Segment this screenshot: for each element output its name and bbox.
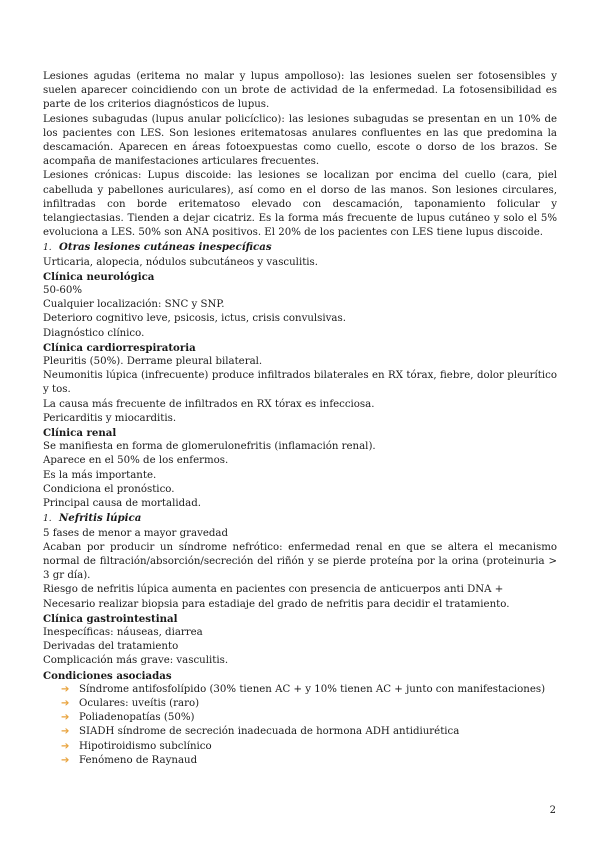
- condiciones-list: [43, 683, 557, 768]
- text-line: Pleuritis (50%). Derrame pleural bilateral.: [43, 356, 263, 368]
- list-item-text: Oculares: uveítis (raro): [79, 697, 200, 709]
- text-line: Diagnóstico clínico.: [43, 327, 145, 339]
- text-line: Cualquier localización: SNC y SNP.: [43, 299, 225, 311]
- page-content: [43, 70, 557, 768]
- text-line: Neumonitis lúpica (infrecuente) produce infiltrados bilaterales en RX tórax, fiebre, dolor pleurítico y tos.: [43, 370, 557, 396]
- arrow-right-icon: ➔: [61, 740, 70, 752]
- page-number: 2: [549, 805, 556, 816]
- list-item: [61, 725, 557, 739]
- arrow-right-icon: ➔: [61, 726, 70, 738]
- arrow-right-icon: ➔: [61, 697, 70, 709]
- paragraph-otras-lesiones: Urticaria, alopecia, nódulos subcutáneos y vasculitis.: [43, 256, 319, 268]
- paragraph-lesiones-cronicas: Lesiones crónicas: Lupus discoide: las lesiones se localizan por encima del cuello (cara, piel cabelluda y pabellones auriculares), así como en el dorso de las manos. Son lesiones circulares, infiltradas con borde eritematoso elevado con descamación, taponamiento folicular y telangiectasias. Tienden a dejar cicatriz. Es la forma más frecuente de lupus cutáneo y solo el 5% evoluciona a LES. 50% son ANA positivos. El 20% de los pacientes con LES tiene lupus discoide.: [43, 170, 557, 239]
- subheading-title: Otras lesiones cutáneas inespecíficas: [59, 241, 272, 254]
- text-line: Derivadas del tratamiento: [43, 641, 179, 653]
- text-line: Inespecíficas: náuseas, diarrea: [43, 626, 203, 638]
- arrow-right-icon: ➔: [61, 754, 70, 766]
- heading-clinica-neurologica: Clínica neurológica: [43, 270, 155, 283]
- text-line: 50-60%: [43, 285, 83, 297]
- list-item: [61, 740, 557, 754]
- text-line: Aparece en el 50% de los enfermos.: [43, 455, 229, 467]
- list-item-text: Síndrome antifosfolípido (30% tienen AC + y 10% tienen AC + junto con manifestaciones): [79, 683, 546, 695]
- text-line: Condiciona el pronóstico.: [43, 483, 175, 495]
- list-item-text: SIADH síndrome de secreción inadecuada de hormona ADH antidiurética: [79, 726, 460, 738]
- subheading-number: 1.: [43, 514, 52, 525]
- text-line: Acaban por producir un síndrome nefrótico: enfermedad renal en que se altera el mecanismo normal de filtración/absorción/secreción del riñón y se pierde proteína por la orina (proteinuria > 3 gr día).: [43, 541, 557, 582]
- subheading-title: Nefritis lúpica: [59, 512, 142, 525]
- list-item: [61, 754, 557, 768]
- text-line: La causa más frecuente de infiltrados en RX tórax es infecciosa.: [43, 398, 375, 410]
- text-line: Pericarditis y miocarditis.: [43, 412, 177, 424]
- list-item: [61, 697, 557, 711]
- text-line: Deterioro cognitivo leve, psicosis, ictus, crisis convulsivas.: [43, 313, 346, 325]
- list-item: [61, 683, 557, 697]
- list-item-text: Hipotiroidismo subclínico: [79, 740, 212, 752]
- list-item-text: Poliadenopatías (50%): [79, 712, 195, 724]
- text-line: Riesgo de nefritis lúpica aumenta en pacientes con presencia de anticuerpos anti DNA +: [43, 584, 504, 596]
- list-item-text: Fenómeno de Raynaud: [79, 754, 198, 766]
- heading-clinica-renal: Clínica renal: [43, 427, 117, 440]
- text-line: Es la más importante.: [43, 469, 157, 481]
- text-line: Necesario realizar biopsia para estadiaje del grado de nefritis para decidir el tratamiento.: [43, 598, 510, 610]
- arrow-right-icon: ➔: [61, 712, 70, 724]
- subheading-nefritis-lupica: [43, 511, 557, 526]
- heading-clinica-cardiorrespiratoria: Clínica cardiorrespiratoria: [43, 341, 196, 354]
- text-line: 5 fases de menor a mayor gravedad: [43, 527, 228, 539]
- heading-clinica-gastrointestinal: Clínica gastrointestinal: [43, 612, 178, 625]
- text-line: Principal causa de mortalidad.: [43, 498, 201, 510]
- paragraph-lesiones-subagudas: Lesiones subagudas (lupus anular policíclico): las lesiones subagudas se presentan en un 10% de los pacientes con LES. Son lesiones eritematosas anulares confluentes en las que predomina la descamación. Aparecen en áreas fotoexpuestas como cuello, escote o dorso de los brazos. Se acompaña de manifestaciones articulares frecuentes.: [43, 113, 557, 168]
- paragraph-lesiones-agudas: Lesiones agudas (eritema no malar y lupus ampolloso): las lesiones suelen ser fotosensibles y suelen aparecer coincidiendo con un brote de actividad de la enfermedad. La fotosensibilidad es parte de los criterios diagnósticos de lupus.: [43, 71, 557, 111]
- list-item: [61, 711, 557, 725]
- text-line: Se manifiesta en forma de glomerulonefritis (inflamación renal).: [43, 441, 376, 453]
- subheading-number: 1.: [43, 243, 52, 254]
- subheading-otras-lesiones: [43, 240, 557, 255]
- text-line: Complicación más grave: vasculitis.: [43, 655, 229, 667]
- arrow-right-icon: ➔: [61, 683, 70, 695]
- heading-condiciones-asociadas: Condiciones asociadas: [43, 669, 172, 682]
